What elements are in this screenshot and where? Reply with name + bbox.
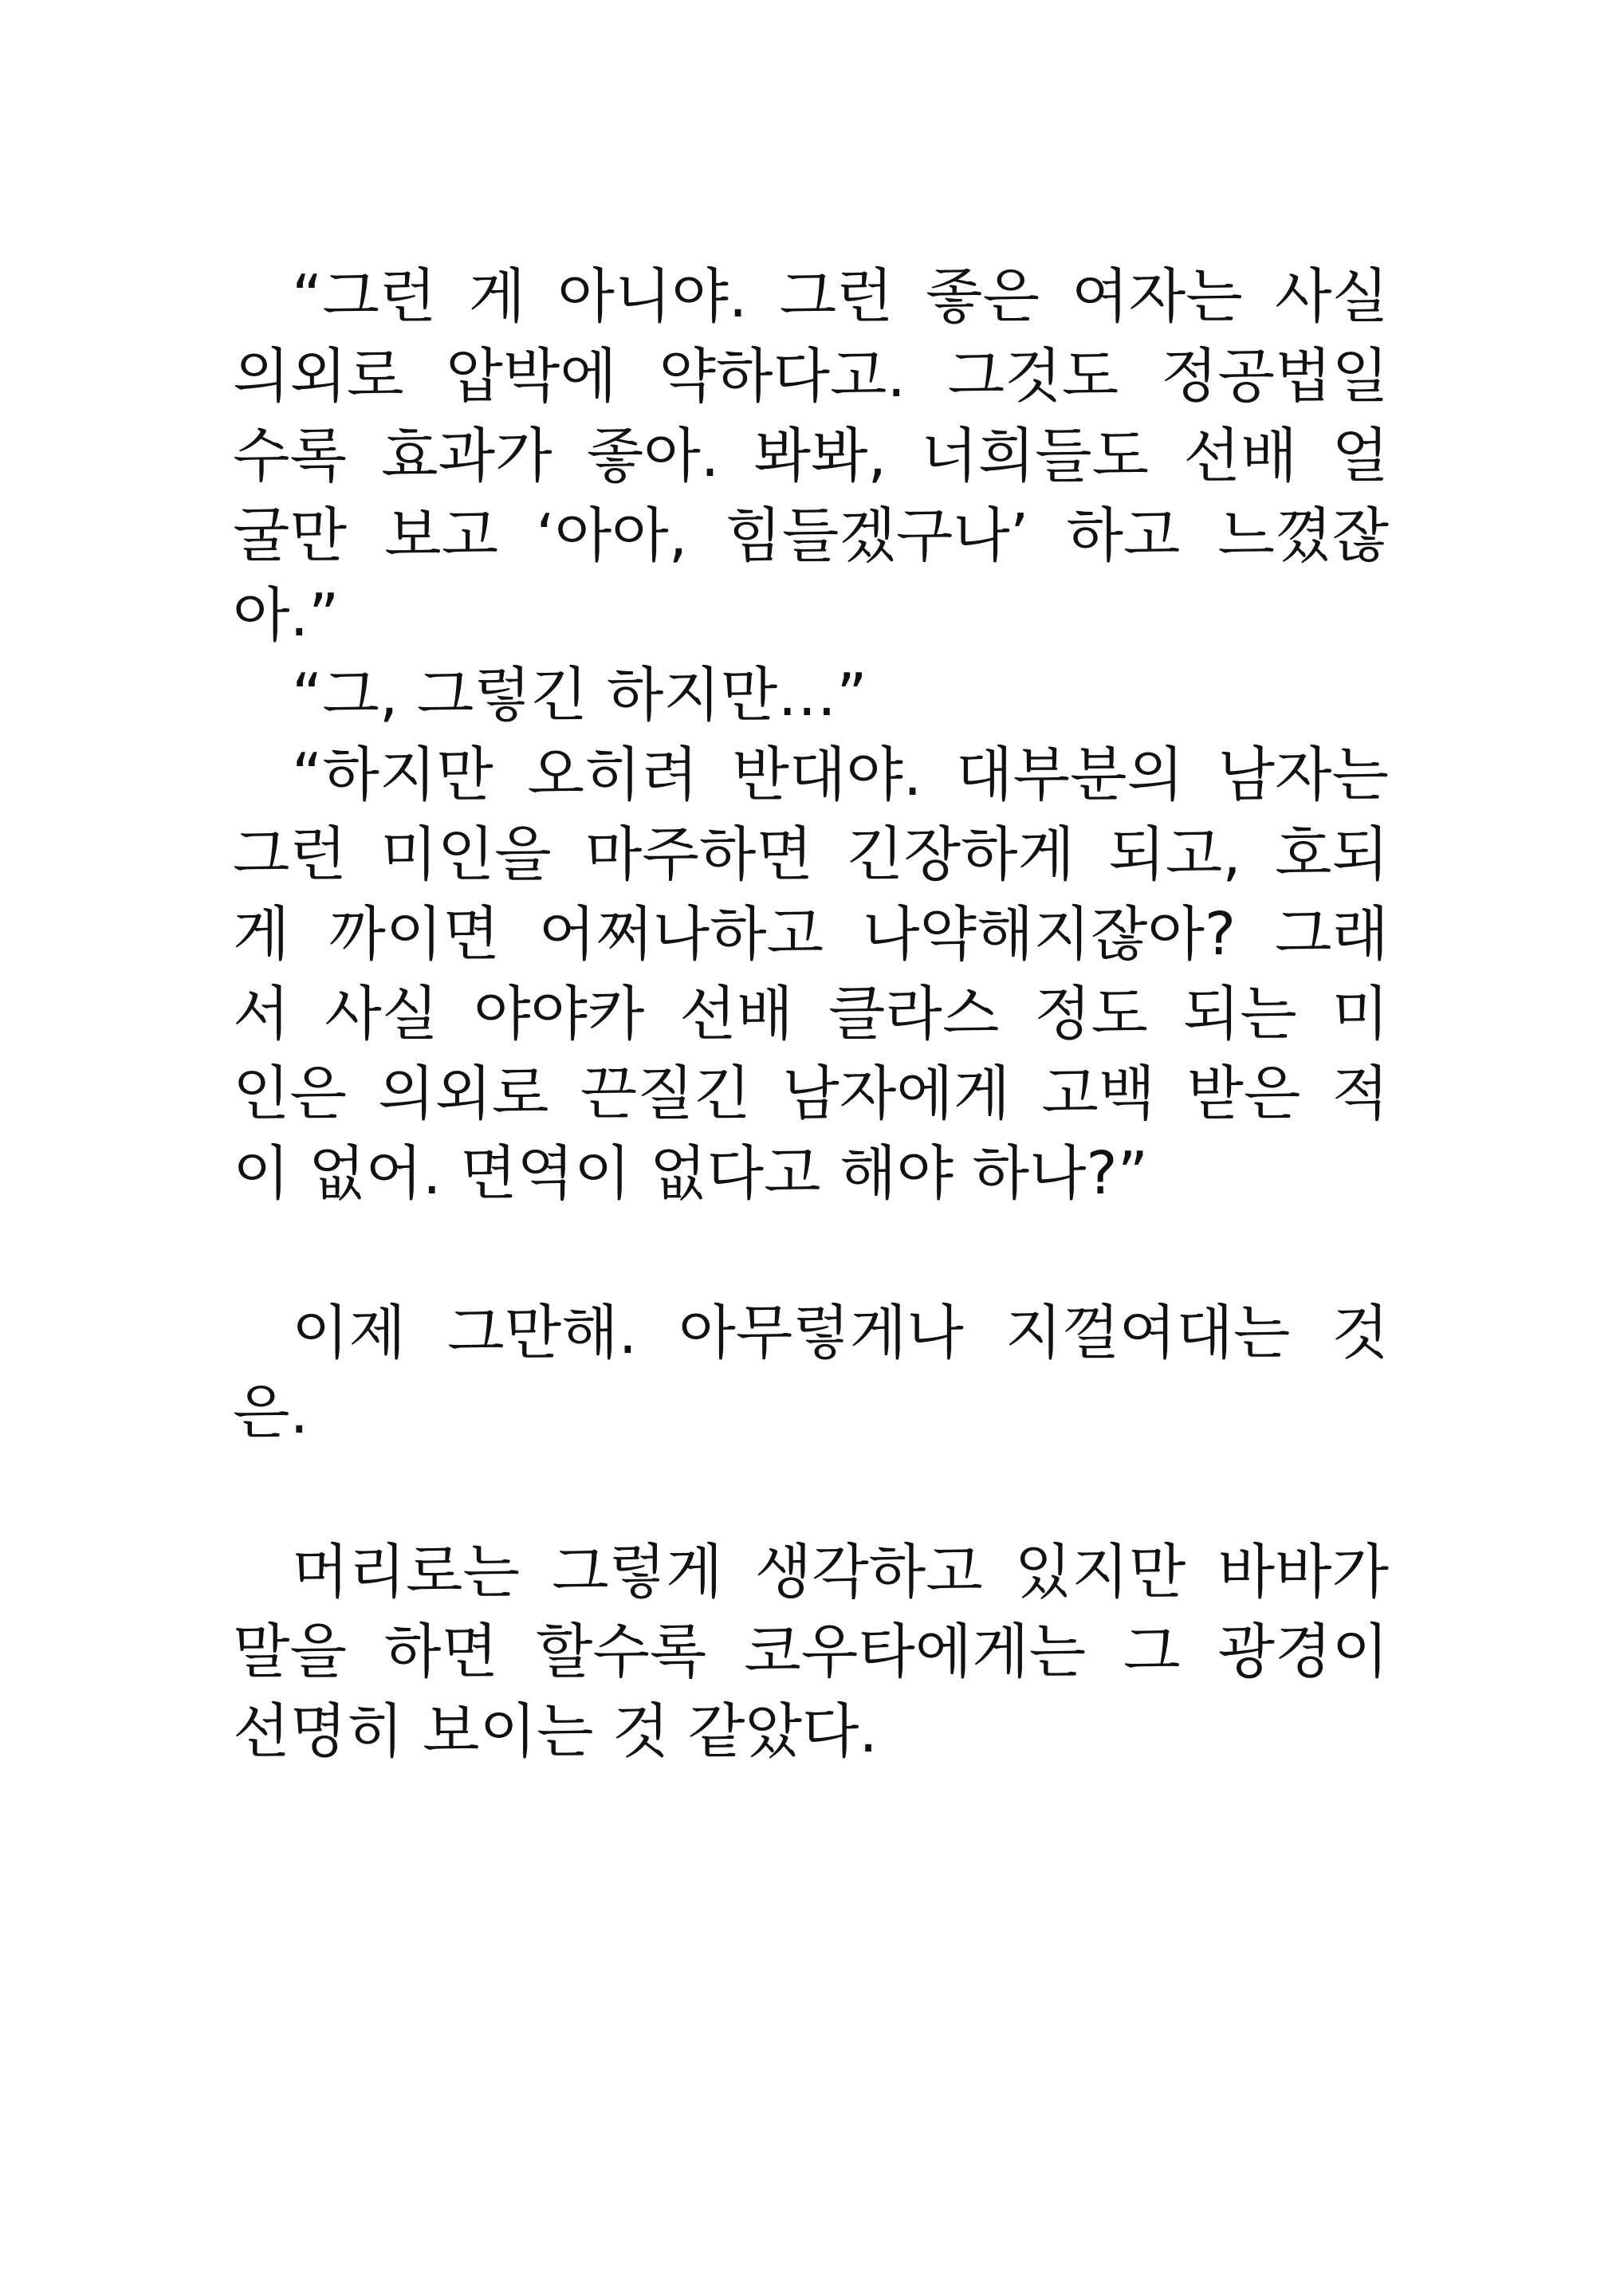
text-line: “그, 그렇긴 하지만…” [292, 661, 867, 729]
paragraph-gap [233, 1453, 1389, 1532]
text-line: 아.” [233, 581, 340, 650]
text-line: 그런 미인을 마주하면 긴장하게 되고, 호되 [233, 820, 1389, 889]
text-line: “그런 게 아니야. 그런 좋은 여자는 사실 [292, 262, 1389, 331]
text-line: 의외로 압박에 약하다고. 그것도 정공법일 [233, 342, 1389, 411]
paragraph-dialogue-3 [233, 735, 1389, 1213]
text-line: 선명히 보이는 것 같았다. [233, 1697, 878, 1766]
text-line: 이 없어. 면역이 없다고 해야 하나?” [233, 1139, 1149, 1208]
text-line: 게 까이면 어쩌나하고 나약해지잖아? 그래 [233, 900, 1389, 969]
text-line: 은. [233, 1378, 309, 1447]
body-text [233, 257, 1389, 1771]
text-line: 서 사실 야야카 선배 클라스 정도 되는 미 [233, 980, 1389, 1048]
text-line: 수록 효과가 좋아. 봐봐, 너희들도 선배 얼 [233, 422, 1389, 490]
text-line: 인은 의외로 끈질긴 남자에게 고백 받은 적 [233, 1060, 1389, 1128]
text-line: 이제 그만해. 아무렇게나 지껄여대는 것 [292, 1299, 1389, 1367]
paragraph-gap [233, 1213, 1389, 1293]
paragraph-dialogue-2 [233, 655, 1389, 735]
text-line: “하지만 오히려 반대야. 대부분의 남자는 [292, 741, 1389, 809]
text-line: 머리로는 그렇게 생각하고 있지만 바바가 [292, 1538, 1389, 1606]
text-line: 굴만 보고 ‘아아, 힘들겠구나’ 하고 느꼈잖 [233, 501, 1389, 570]
paragraph-narration-2 [233, 1532, 1389, 1771]
text-line: 말을 하면 할수록 코우타에게는 그 광경이 [233, 1618, 1389, 1686]
paragraph-narration-1 [233, 1293, 1389, 1453]
paragraph-dialogue-1 [233, 257, 1389, 655]
